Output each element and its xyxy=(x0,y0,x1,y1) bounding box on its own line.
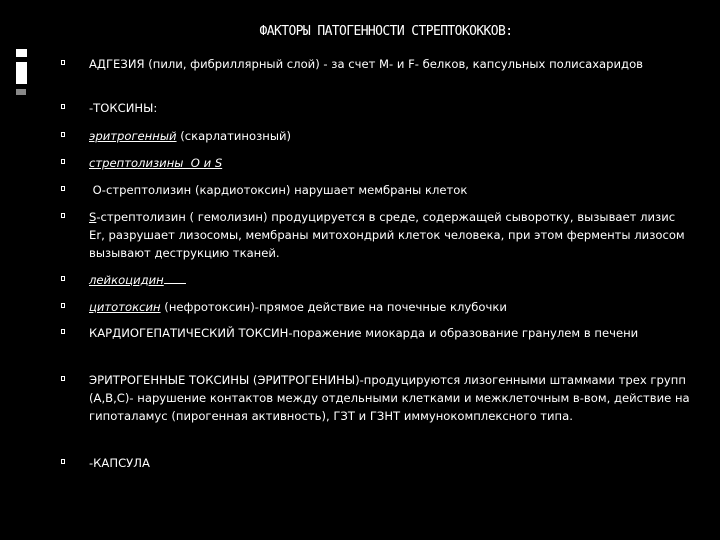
bullet-text xyxy=(89,271,693,289)
emphasized-term: стрептолизины О и S xyxy=(89,156,223,170)
term-description: (скарлатинозный) xyxy=(176,129,292,143)
bullet-text: -КАПСУЛА xyxy=(89,456,150,470)
square-bullet-icon xyxy=(58,127,70,145)
square-bullet-icon xyxy=(58,298,70,316)
square-bullet-icon xyxy=(58,208,70,226)
bullet-text: О-стрептолизин (кардиотоксин) нарушает мембраны клеток xyxy=(89,183,468,197)
square-bullet-icon xyxy=(58,55,70,73)
square-bullet-icon xyxy=(58,454,70,472)
bullet-text: АДГЕЗИЯ (пили, фибриллярный слой) - за счет М- и F- белков, капсульных полисахаридов xyxy=(89,57,643,71)
emphasized-term: эритрогенный xyxy=(89,129,177,143)
square-bullet-icon xyxy=(58,371,70,389)
term-description: (нефротоксин)-прямое действие на почечные клубочки xyxy=(160,300,507,314)
emphasized-term: лейкоцидин xyxy=(89,273,164,287)
slide-title: ФАКТОРЫ ПАТОГЕННОСТИ СТРЕПТОКОККОВ: xyxy=(259,24,513,39)
bullet-text: КАРДИОГЕПАТИЧЕСКИЙ ТОКСИН-поражение миокарда и образование гранулем в печени xyxy=(89,326,639,340)
underline-blank xyxy=(164,271,186,284)
square-bullet-icon xyxy=(58,181,70,199)
bullet-text xyxy=(89,154,693,172)
bullet-text xyxy=(89,208,693,262)
emphasized-term: S xyxy=(89,210,97,224)
bullet-text xyxy=(89,127,693,145)
square-bullet-icon xyxy=(58,154,70,172)
square-bullet-icon xyxy=(58,324,70,342)
term-description: -стрептолизин ( гемолизин) продуцируется в среде, содержащей сыворотку, вызывает лизис Er, разрушает лизосомы, мембраны митохондрий клеток человека, при этом ферменты лизосом вызывают деструкцию тканей. xyxy=(89,210,685,260)
emphasized-term: цитотоксин xyxy=(89,300,161,314)
square-bullet-icon xyxy=(58,99,70,117)
square-bullet-icon xyxy=(58,271,70,289)
bullet-text xyxy=(89,298,693,316)
bullet-text: -ТОКСИНЫ: xyxy=(89,101,158,115)
bullet-text: ЭРИТРОГЕННЫЕ ТОКСИНЫ (ЭРИТРОГЕНИНЫ)-продуцируются лизогенными штаммами трех групп (А,В,С)- нарушение контактов между отдельными клетками и межклеточным в-вом, действие на гипоталамус (пирогенная активность), ГЗТ и ГЗНТ иммунокомплексного типа. xyxy=(89,373,690,423)
